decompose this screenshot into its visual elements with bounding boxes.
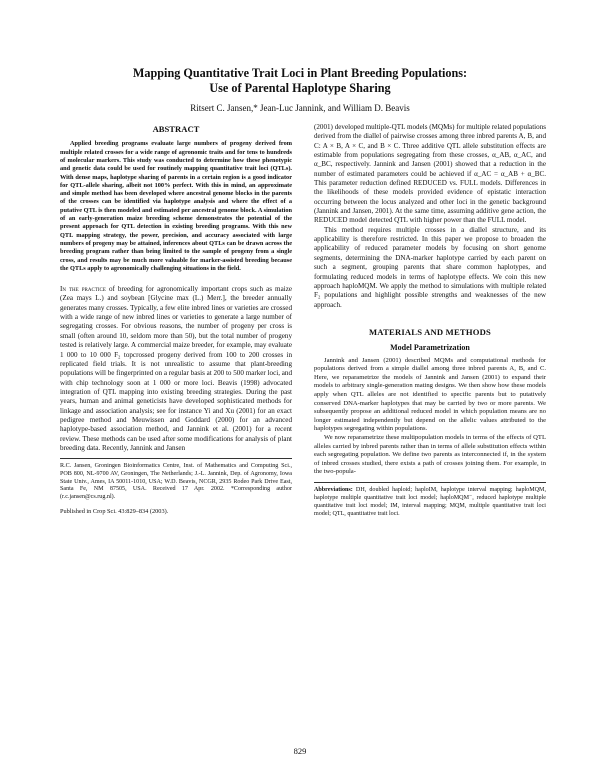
abstract-text: Applied breeding programs evaluate large numbers of progeny derived from multiple related crosses for a wide range of agronomic traits and for tens to hundreds of molecular markers. This study was conducted to determine how these phenotypic and genetic data could be used for routinely mapping quantitative trait loci (QTLs). With dense maps, haplotype sharing of parents in a certain region is a good indicator for QTL-allele sharing, albeit not 100% perfect. With this in mind, an approximate and simple method has been developed where ancestral genome blocks in the parents of the crosses can be identified via haplotype analysis and where the effect of a putative QTL is then modeled and estimated per ancestral genome block. A simulation of an early-generation maize breeding scheme demonstrates the potential of the present approach for QTL detection in existing breeding programs. With this new QTL mapping strategy, the power, precision, and accuracy associated with large numbers of progeny may be attained, inferences about QTLs can be drawn across the breeding program rather than being limited to the sample of progeny from a single cross, and results may be much more valuable for marker-assisted breeding because the QTLs apply to agronomically challenging situations in the field.: [60, 140, 292, 272]
left-column: [60, 123, 292, 516]
model-subheading: Model Parametrization: [390, 343, 470, 353]
methods-paragraph-1: Jannink and Jansen (2001) described MQMs and computational methods for populations derived from a simple diallel among three inbred parents A, B, and C. Here, we reparametrize the models of Jannink and Jansen (2001) to expand their models to arbitrary single-generation mating designs. We then show how these models apply when QTL alleles are not identified to specific parents but to putatively conserved DNA-marker haplotypes that may be carried by two or more parents. We subsequently propose an additional reduced model in which population means are no longer estimated independently but depend on the allelic values attributed to the haplotypes segregating within populations.: [314, 356, 546, 433]
right-paragraph-2: This method requires multiple crosses in a diallel structure, and its applicability is therefore restricted. In this paper we propose to broaden the applicability of reduced parameter models by focusing on short genome segments, determining the DNA-marker haplotype carried by each parent on such a segment, grouping parents that share common haplotypes, and formulating reduced models in terms of haplotype effects. We coin this new approach haploMQM. We apply the method to simulations with multiple related F₂ populations and highlight possible strengths and weaknesses of the new approach.: [314, 225, 546, 309]
abbreviations-text: DH, doubled haploid; haploIM, haplotype interval mapping; haploMQM, haplotype multiple quantitative trait loci model; haploMQM⁻, reduced haplotype multiple quantitative trait loci model; IM, interval mapping; MQM, multiple quantitative trait loci model; QTL, quantitative trait loci.: [314, 486, 546, 517]
title-line-2: Use of Parental Haplotype Sharing: [209, 81, 391, 95]
right-paragraph-1: (2001) developed multiple-QTL models (MQMs) for multiple related populations derived from the diallel of pairwise crosses among three inbred parents A, B, and C: A × B, A × C, and B × C. Three additive QTL allele substitution effects are estimable from populations segregating from these crosses, α_AB, α_AC, and α_BC, respectively. Jannink and Jansen (2001) showed that a reduction in the number of estimated parameters could be achieved if α_AC = α_AB + α_BC. This parameter reduction defined REDUCED vs. FULL models. Differences in the likelihoods of these models provided evidence of epistatic interaction occurring between the locus analyzed and other loci in the genetic background (Jannink and Jansen, 2001). At the same time, assuming additive gene action, the REDUCED model detected QTL with higher power than the FULL model.: [314, 123, 546, 225]
intro-text: of breeding for agronomically important crops such as maize (Zea mays L.) and soybean [Glycine max (L.) Merr.], the breeder annually generates many crosses. Typically, a few elite inbred lines or varieties are crossed with a wide range of new inbred lines or varieties to generate a large number of segregating crosses. For obvious reasons, the number of progeny per cross is small (often around 10, seldom more than 50), but the total number of progeny tested is relatively large. A commercial maize breeder, for example, may evaluate 1 000 to 10 000 F₂ topcrossed progeny derived from 100 to 200 crosses in replicated field trials. It is not unrealistic to assume that plant-breeding populations will be fingerprinted on a regular basis at 200 to 500 marker loci, and with chip technology soon at 1 000 or more loci. Beavis (1998) advocated integration of QTL mapping into existing breeding strategies. During the past years, human and animal geneticists have developed sophisticated methods for linkage and association analysis; see for instance Yi and Xu (2001) for an exact pedigree method and Meuwissen and Goddard (2000) for an advanced haplotype-based association method, and Jannink et al. (2001) for a recent review. These methods can be used after some modifications for analysis of plant breeding data. Recently, Jannink and Jansen: [60, 285, 292, 452]
author-list: Ritsert C. Jansen,* Jean-Luc Jannink, and William D. Beavis: [190, 103, 410, 113]
affiliation-footnote: R.C. Jansen, Groningen Bioinformatics Centre, Inst. of Mathematics and Computing Sci., POB 800, NL-9700 AV, Groningen, The Netherlands; J.-L. Jannink, Dep. of Agronomy, Iowa State Univ., Ames, IA 50011-1010, USA; W.D. Beavis, NCGR, 2935 Rodeo Park Drive East, Santa Fe, NM 87505, USA. Received 17 Apr. 2002. *Corresponding author (r.c.jansen@cs.rug.nl).: [60, 463, 292, 501]
intro-smallcaps: In the practice: [60, 285, 106, 294]
paper-title: [60, 66, 540, 96]
title-line-1: Mapping Quantitative Trait Loci in Plant Breeding Populations:: [132, 66, 468, 80]
right-column: [314, 123, 546, 519]
abbreviations-rule: [314, 482, 546, 483]
footnote-rule: [60, 458, 292, 459]
methods-paragraph-2: We now reparametrize these multipopulation models in terms of the effects of QTL alleles carried by inbred parents rather than in terms of allele substitution effects within each segregating population. We define two parents as interconnected if, in the system of inbred crosses studied, there exists a path of crosses joining them. For example, in the two-popula-: [314, 433, 546, 476]
abbreviations-footnote: [314, 487, 546, 519]
published-note: Published in Crop Sci. 43:829–834 (2003).: [60, 507, 169, 515]
intro-paragraph: [60, 285, 292, 453]
abstract-heading: ABSTRACT: [152, 124, 200, 134]
abbreviations-label: Abbreviations:: [314, 486, 353, 493]
page-number: 829: [293, 746, 307, 756]
methods-heading: MATERIALS AND METHODS: [369, 326, 491, 337]
